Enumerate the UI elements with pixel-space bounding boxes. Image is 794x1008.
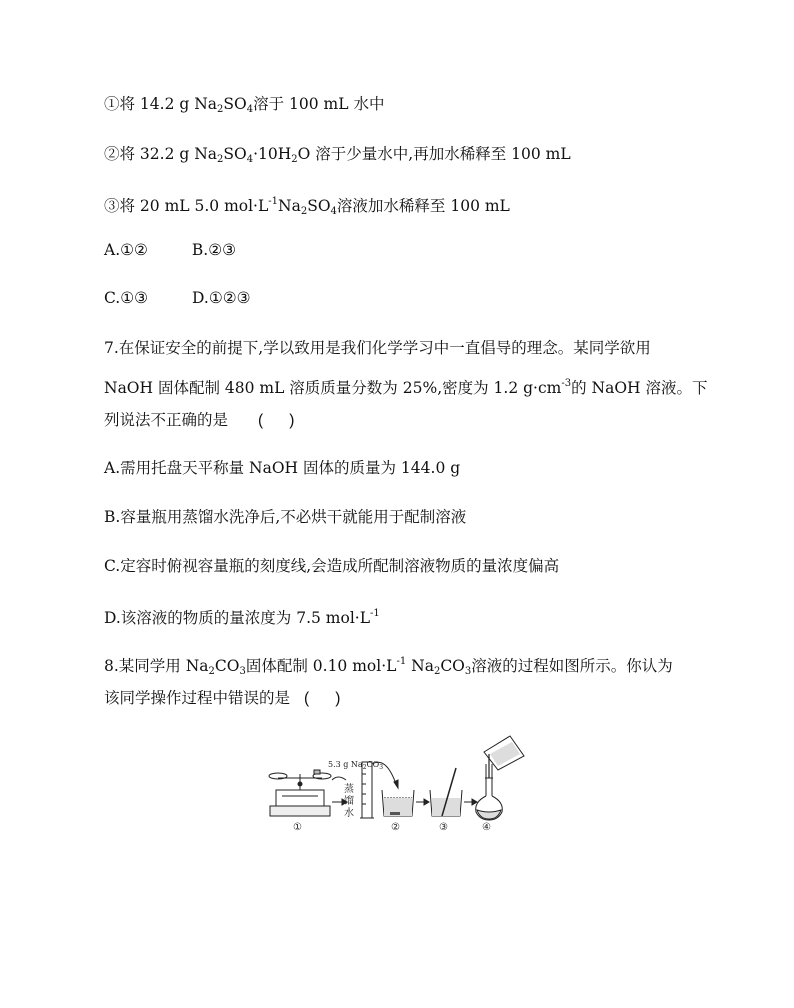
choice-a: A.①② <box>104 241 148 259</box>
option-3: ③将 20 mL 5.0 $mol\cdot L^{-1}Na_2SO_4$溶液加水稀释至 100 mL <box>104 196 510 217</box>
q7-line-1: 7.在保证安全的前提下,学以致用是我们化学学习中一直倡导的理念。某同学欲用 <box>104 339 651 357</box>
q8-line-2: 该同学操作过程中错误的是 ( ) <box>104 689 341 707</box>
option-1: ①将 14.2 g $Na_2SO_4$溶于 100 mL 水中 <box>104 95 385 115</box>
option-2: ②将 32.2 g $Na_2SO_4\cdot 10H_2O$ 溶于少量水中,再加水稀释至 100 mL <box>104 145 571 165</box>
q8-answer-blank: ( ) <box>304 690 341 707</box>
beaker-icon <box>382 790 414 816</box>
q7-option-b: B.容量瓶用蒸馏水洗净后,不必烘干就能用于配制溶液 <box>104 508 467 526</box>
water-label-3: 水 <box>344 808 354 819</box>
q8-line-1: 8.某同学用 $Na_2CO_3$固体配制 0.10 $mol\cdot L^{-1}$ $Na_2CO_3$溶液的过程如图所示。你认为 <box>104 656 673 677</box>
choice-c: C.①③ <box>104 289 149 307</box>
solution-preparation-figure <box>266 734 536 834</box>
choice-d: D.①②③ <box>192 289 251 307</box>
choice-b: B.②③ <box>191 241 237 259</box>
q7-option-a: A.需用托盘天平称量 NaOH 固体的质量为 144.0 g <box>104 459 461 477</box>
q7-line-3: 列说法不正确的是 ( ) <box>104 411 295 429</box>
q7-option-d: D.该溶液的物质的量浓度为 7.5 $mol\cdot L^{-1}$ <box>104 608 380 627</box>
step-4-label: ④ <box>482 822 491 833</box>
water-label-1: 蒸 <box>344 784 354 795</box>
mass-label: 5.3 g $Na_2CO_3$ <box>328 760 384 771</box>
q7-line-2: NaOH 固体配制 480 mL 溶质质量分数为 25%,密度为 1.2 $g\cdot cm^{-3}$的 NaOH 溶液。下 <box>104 378 708 397</box>
choice-row-1 <box>104 240 236 260</box>
choice-row-2 <box>104 288 251 308</box>
q7-answer-blank: ( ) <box>258 412 295 429</box>
water-label-2: 馏 <box>344 796 354 807</box>
arrow-icon <box>416 799 429 805</box>
step-3-label: ③ <box>439 822 448 833</box>
step-2-label: ② <box>391 822 400 833</box>
balance-icon <box>269 770 331 816</box>
stirring-beaker-icon <box>430 768 462 816</box>
arrow-icon <box>464 799 477 805</box>
q7-option-c: C.定容时俯视容量瓶的刻度线,会造成所配制溶液物质的量浓度偏高 <box>104 557 560 575</box>
step-1-label: ① <box>293 822 302 833</box>
pouring-beaker-icon <box>484 736 524 770</box>
